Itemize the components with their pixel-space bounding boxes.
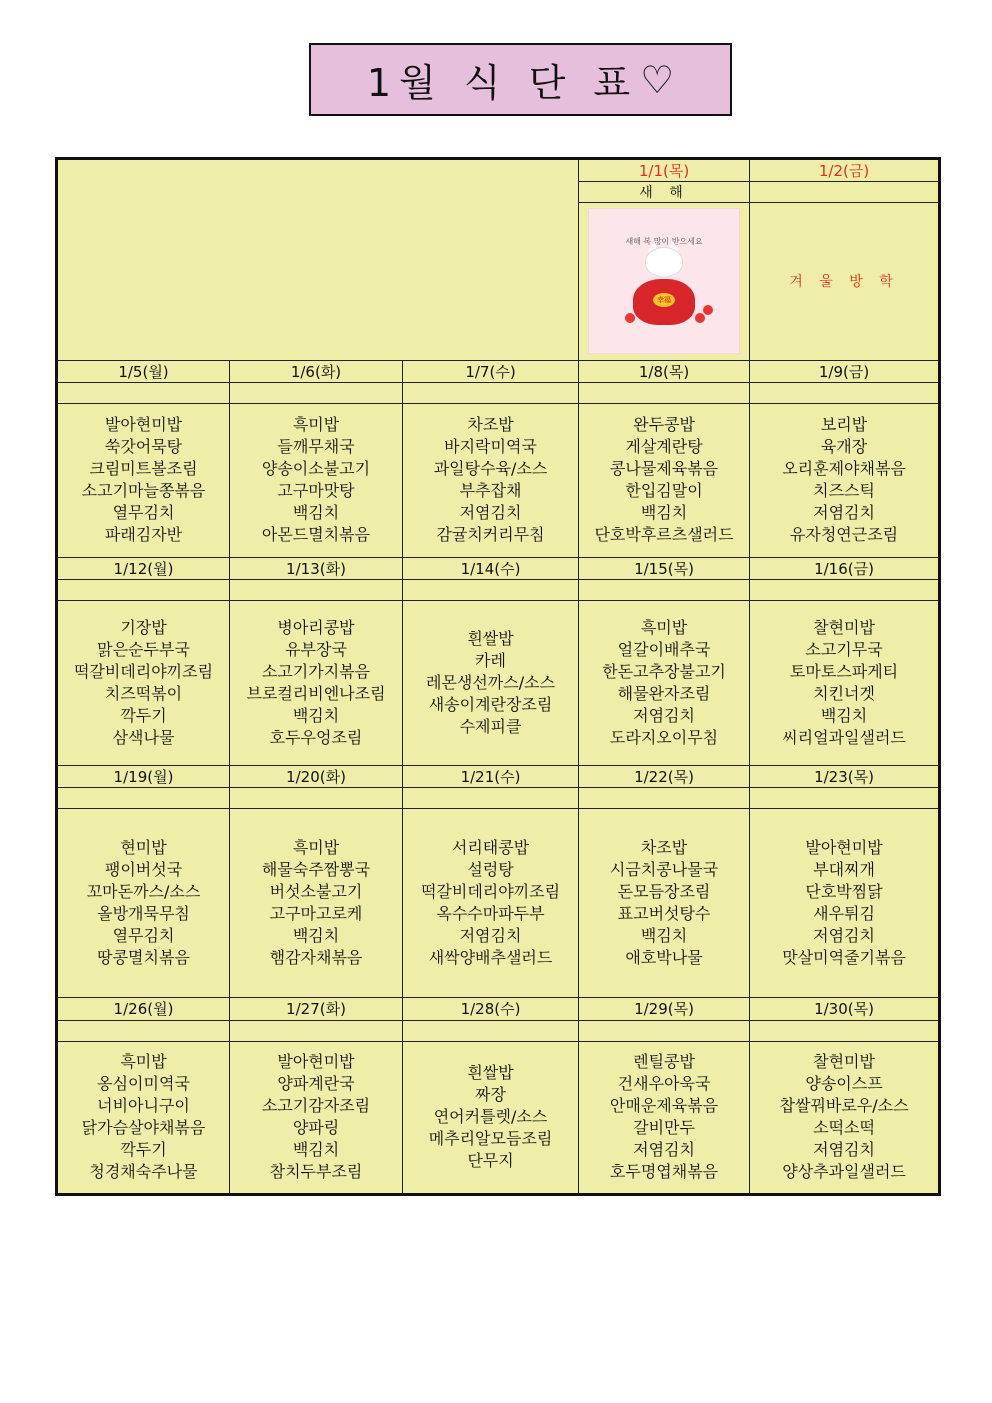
blank-cell	[57, 159, 579, 361]
menu-item: 레몬생선까스/소스	[425, 672, 556, 692]
menu-item: 단호박찜닭	[805, 882, 883, 902]
menu-item: 부대찌개	[813, 860, 875, 880]
menu-item: 깍두기	[120, 1140, 167, 1160]
holiday-label: 새 해	[579, 182, 750, 203]
menu-item: 햄감자채볶음	[269, 948, 363, 968]
date-cell: 1/26(월)	[57, 998, 230, 1020]
menu-item: 쑥갓어묵탕	[104, 437, 183, 457]
menu-item: 차조밥	[640, 838, 688, 858]
day-menu-cell	[750, 601, 940, 765]
menu-item: 애호박나물	[625, 948, 703, 968]
menu-item: 소고기감자조림	[261, 1096, 371, 1116]
menu-item: 발아현미밥	[104, 415, 183, 435]
day-menu-cell	[230, 601, 403, 765]
menu-item: 해물완자조림	[617, 683, 711, 703]
menu-item: 새우튀김	[813, 904, 875, 924]
day-menu-cell	[403, 808, 579, 997]
spacer-cell	[403, 382, 579, 403]
menu-title-box	[309, 43, 732, 116]
menu-item: 참치두부조림	[269, 1162, 363, 1182]
menu-item: 수제피클	[459, 716, 522, 736]
spacer-cell	[579, 382, 750, 403]
menu-item: 육개장	[820, 437, 868, 457]
menu-item: 맛살미역줄기볶음	[782, 948, 906, 968]
day-menu-cell	[403, 403, 579, 557]
menu-item: 청경채숙주나물	[89, 1162, 198, 1182]
week-spacer-row	[57, 580, 940, 601]
spacer-cell	[750, 787, 940, 808]
week-menu-row	[57, 1041, 940, 1194]
day-menu-cell	[579, 403, 750, 557]
card-greeting: 새해 복 많이 받으세요	[625, 237, 703, 247]
date-cell: 1/22(목)	[579, 765, 750, 787]
spacer-cell	[750, 1020, 940, 1041]
week-spacer-row	[57, 382, 940, 403]
menu-item: 호두우엉조림	[269, 727, 363, 747]
date-cell: 1/5(월)	[57, 360, 230, 382]
menu-item: 한돈고추장불고기	[602, 661, 726, 681]
menu-item: 발아현미밥	[805, 838, 883, 858]
date-cell: 1/30(목)	[750, 998, 940, 1020]
menu-item: 감귤치커리무침	[436, 525, 545, 545]
date-cell: 1/9(금)	[750, 360, 940, 382]
menu-item: 저염김치	[459, 926, 522, 946]
menu-item: 안매운제육볶음	[609, 1096, 719, 1116]
menu-item: 열무김치	[112, 926, 175, 946]
week-menu-row	[57, 808, 940, 997]
date-cell: 1/27(화)	[230, 998, 403, 1020]
menu-item: 브로컬리비엔나조림	[246, 683, 386, 703]
menu-item: 떡갈비데리야끼조림	[420, 882, 561, 902]
spacer-cell	[579, 787, 750, 808]
meal-menu-table	[55, 157, 941, 1196]
date-cell: 1/12(월)	[57, 558, 230, 580]
menu-item: 현미밥	[120, 838, 167, 858]
menu-item: 설렁탕	[467, 860, 514, 880]
menu-item: 백김치	[292, 926, 340, 946]
week-date-row	[57, 558, 940, 580]
menu-item: 올방개묵무침	[97, 904, 190, 924]
menu-item: 건새우아욱국	[617, 1074, 711, 1094]
date-cell: 1/2(금)	[750, 159, 940, 182]
week-spacer-row	[57, 1020, 940, 1041]
day-menu-cell	[579, 808, 750, 997]
menu-item: 땅콩멸치볶음	[97, 948, 190, 968]
menu-item: 찰현미밥	[813, 1052, 875, 1072]
menu-item: 깍두기	[120, 705, 167, 725]
week-date-row	[57, 765, 940, 787]
menu-item: 부추잡채	[459, 481, 522, 501]
menu-item: 삼색나물	[112, 727, 175, 747]
spacer-cell	[57, 382, 230, 403]
week0-date-row	[57, 159, 940, 182]
menu-item: 백김치	[640, 926, 688, 946]
menu-item: 저염김치	[813, 1140, 875, 1160]
menu-item: 팽이버섯국	[104, 860, 183, 880]
menu-item: 시금치콩나물국	[609, 860, 719, 880]
menu-item: 서리태콩밥	[451, 838, 530, 858]
menu-item: 메추리알모듬조림	[428, 1129, 553, 1149]
week-spacer-row	[57, 787, 940, 808]
menu-item: 소고기마늘쫑볶음	[81, 481, 206, 501]
day-menu-cell	[230, 1041, 403, 1194]
spacer-cell	[579, 1020, 750, 1041]
menu-item: 보리밥	[820, 415, 868, 435]
menu-item: 유부장국	[285, 639, 347, 659]
spacer-cell	[750, 382, 940, 403]
menu-item: 파래김자반	[104, 525, 183, 545]
menu-item: 버섯소불고기	[269, 882, 363, 902]
menu-item: 양상추과일샐러드	[782, 1162, 906, 1182]
sub-cell	[750, 182, 940, 203]
menu-item: 백김치	[640, 503, 688, 523]
menu-item: 흑미밥	[292, 838, 340, 858]
menu-item: 옹심이미역국	[97, 1074, 190, 1094]
menu-item: 떡갈비데리야끼조림	[73, 661, 214, 681]
menu-item: 새싹양배추샐러드	[428, 948, 553, 968]
menu-item: 저염김치	[813, 503, 875, 523]
menu-item: 백김치	[292, 503, 340, 523]
menu-item: 완두콩밥	[633, 415, 695, 435]
day-menu-cell	[57, 808, 230, 997]
menu-item: 흑미밥	[640, 617, 688, 637]
menu-item: 도라지오이무침	[609, 727, 719, 747]
date-cell: 1/8(목)	[579, 360, 750, 382]
menu-item: 백김치	[292, 1140, 340, 1160]
menu-item: 토마토스파게티	[789, 661, 899, 681]
spacer-cell	[230, 382, 403, 403]
menu-item: 양송이스프	[805, 1074, 883, 1094]
menu-item: 흑미밥	[120, 1052, 167, 1072]
menu-item: 과일탕수육/소스	[433, 459, 548, 479]
day-menu-cell	[579, 601, 750, 765]
day-menu-cell	[57, 1041, 230, 1194]
menu-item: 단호박후르츠샐러드	[594, 525, 734, 545]
menu-item: 짜장	[475, 1085, 506, 1105]
week-menu-row	[57, 403, 940, 557]
spacer-cell	[403, 1020, 579, 1041]
menu-item: 콩나물제육볶음	[609, 459, 719, 479]
menu-item: 백김치	[292, 705, 340, 725]
menu-item: 병아리콩밥	[277, 617, 355, 637]
menu-item: 소고기무국	[805, 639, 883, 659]
day-menu-cell	[750, 1041, 940, 1194]
spacer-cell	[57, 580, 230, 601]
menu-item: 양파계란국	[277, 1074, 355, 1094]
day-menu-cell	[403, 601, 579, 765]
menu-item: 흰쌀밥	[467, 1063, 514, 1083]
date-cell: 1/23(목)	[750, 765, 940, 787]
new-year-card-image	[588, 208, 740, 354]
menu-item: 단무지	[467, 1151, 514, 1171]
menu-item: 렌틸콩밥	[633, 1052, 695, 1072]
menu-item: 찰현미밥	[813, 617, 875, 637]
spacer-cell	[57, 1020, 230, 1041]
menu-item: 너비아니구이	[97, 1096, 190, 1116]
spacer-cell	[403, 787, 579, 808]
date-cell: 1/6(화)	[230, 360, 403, 382]
day-menu-cell	[750, 808, 940, 997]
cat-icon	[645, 247, 683, 277]
spacer-cell	[403, 580, 579, 601]
menu-item: 돈모듬장조림	[617, 882, 711, 902]
date-cell: 1/14(수)	[403, 558, 579, 580]
date-cell: 1/21(수)	[403, 765, 579, 787]
week-menu-row	[57, 601, 940, 765]
menu-item: 카레	[475, 650, 506, 670]
day-menu-cell	[230, 403, 403, 557]
spacer-cell	[57, 787, 230, 808]
menu-item: 호두명엽채볶음	[609, 1162, 719, 1182]
menu-item: 아몬드멸치볶음	[261, 525, 371, 545]
day-menu-cell	[230, 808, 403, 997]
menu-item: 찹쌀꿔바로우/소스	[779, 1096, 909, 1116]
menu-item: 해물숙주짬뽕국	[261, 860, 371, 880]
date-cell: 1/7(수)	[403, 360, 579, 382]
date-cell: 1/20(화)	[230, 765, 403, 787]
new-year-card-cell	[579, 203, 750, 360]
day-menu-cell	[57, 601, 230, 765]
menu-item: 바지락미역국	[444, 437, 537, 457]
menu-item: 얼갈이배추국	[617, 639, 711, 659]
menu-item: 저염김치	[633, 1140, 695, 1160]
menu-item: 새송이계란장조림	[428, 694, 553, 714]
spacer-cell	[579, 580, 750, 601]
date-cell: 1/1(목)	[579, 159, 750, 182]
menu-item: 닭가슴살야채볶음	[81, 1118, 206, 1138]
menu-item: 치즈떡볶이	[104, 683, 183, 703]
menu-item: 맑은순두부국	[97, 639, 190, 659]
menu-item: 들깨무채국	[277, 437, 355, 457]
menu-item: 씨리얼과일샐러드	[782, 727, 906, 747]
spacer-cell	[230, 1020, 403, 1041]
menu-item: 백김치	[820, 705, 868, 725]
menu-item: 저염김치	[813, 926, 875, 946]
day-menu-cell	[403, 1041, 579, 1194]
menu-item: 갈비만두	[633, 1118, 695, 1138]
page-title: 1월 식 단 표	[366, 61, 639, 105]
menu-item: 치즈스틱	[813, 481, 875, 501]
date-cell: 1/19(월)	[57, 765, 230, 787]
menu-item: 옥수수마파두부	[436, 904, 545, 924]
menu-item: 꼬마돈까스/소스	[86, 882, 201, 902]
menu-item: 열무김치	[112, 503, 175, 523]
menu-item: 고구마맛탕	[277, 481, 355, 501]
week-date-row	[57, 360, 940, 382]
menu-item: 흑미밥	[292, 415, 340, 435]
date-cell: 1/28(수)	[403, 998, 579, 1020]
date-cell: 1/13(화)	[230, 558, 403, 580]
menu-item: 크림미트볼조림	[89, 459, 198, 479]
day-menu-cell	[57, 403, 230, 557]
menu-item: 소고기가지볶음	[261, 661, 371, 681]
menu-item: 연어커틀렛/소스	[433, 1107, 548, 1127]
vacation-label: 겨 울 방 학	[789, 273, 899, 290]
heart-icon: ♡	[640, 57, 675, 102]
menu-item: 저염김치	[459, 503, 522, 523]
menu-item: 소떡소떡	[813, 1118, 875, 1138]
spacer-cell	[230, 580, 403, 601]
menu-item: 표고버섯탕수	[617, 904, 711, 924]
date-cell: 1/16(금)	[750, 558, 940, 580]
menu-item: 차조밥	[467, 415, 514, 435]
menu-item: 유자청연근조림	[789, 525, 899, 545]
date-cell: 1/15(목)	[579, 558, 750, 580]
menu-item: 흰쌀밥	[467, 628, 514, 648]
spacer-cell	[230, 787, 403, 808]
menu-item: 발아현미밥	[277, 1052, 355, 1072]
spacer-cell	[750, 580, 940, 601]
menu-item: 기장밥	[120, 617, 167, 637]
menu-item: 오리훈제야채볶음	[782, 459, 906, 479]
menu-item: 게살계란탕	[625, 437, 703, 457]
menu-item: 고구마고로케	[269, 904, 363, 924]
menu-item: 치킨너겟	[813, 683, 875, 703]
menu-item: 양송이소불고기	[261, 459, 371, 479]
weeks-body	[57, 360, 940, 1194]
vacation-cell	[750, 203, 940, 360]
day-menu-cell	[750, 403, 940, 557]
menu-item: 한입김말이	[625, 481, 703, 501]
menu-item: 저염김치	[633, 705, 695, 725]
week-date-row	[57, 998, 940, 1020]
card-seal: 幸福	[653, 293, 675, 307]
day-menu-cell	[579, 1041, 750, 1194]
menu-item: 양파링	[292, 1118, 340, 1138]
date-cell: 1/29(목)	[579, 998, 750, 1020]
